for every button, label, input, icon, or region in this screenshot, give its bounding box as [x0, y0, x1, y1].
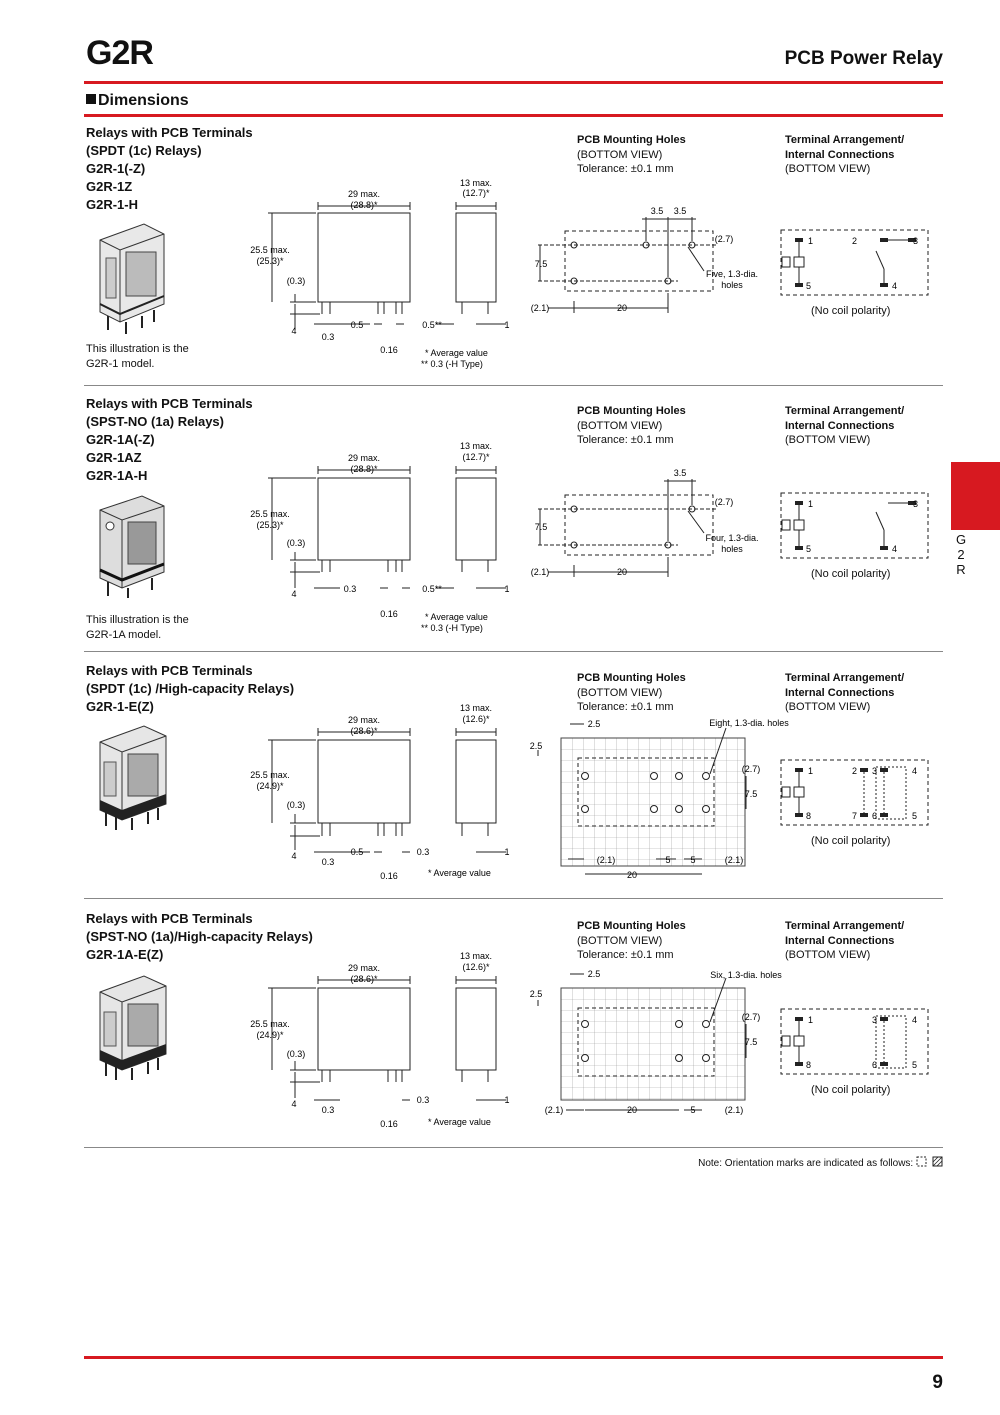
- pin-label: 1: [808, 1015, 814, 1025]
- side-tab-letter: G: [955, 532, 967, 547]
- dim-t3: 0.16: [380, 1119, 398, 1129]
- pcb-dim-p4: 7.5: [534, 259, 548, 269]
- dim-t6: 0.3: [416, 1095, 430, 1105]
- dim-t3: 0.16: [380, 871, 398, 881]
- pcb-grid-dim-2: 2.5: [529, 989, 543, 999]
- heading-line: (SPDT (1c) Relays): [86, 143, 202, 158]
- heading-line: G2R-1-H: [86, 197, 139, 212]
- pin-label: 1: [808, 236, 814, 246]
- side-tab-letter: R: [956, 562, 966, 577]
- heading-line: G2R-1Z: [86, 179, 133, 194]
- dim-height-avg: (24.9)*: [256, 1030, 284, 1040]
- pcb-heading-2: [577, 404, 686, 448]
- pin-label: 2: [852, 766, 858, 776]
- dim-height: 25.5 max.: [250, 245, 290, 255]
- pcb-heading-line: Tolerance: ±0.1 mm: [577, 701, 674, 713]
- pcb-dim-p5: (2.1): [530, 567, 550, 577]
- heading-line: G2R-1A(-Z): [86, 432, 155, 447]
- pcb-dim-p6: 20: [616, 303, 628, 313]
- dim-t2: 0.3: [321, 332, 335, 342]
- pcb-dim-p5: (2.1): [530, 303, 550, 313]
- pcb-dim-p8: 5: [690, 855, 696, 865]
- pcb-grid-dim-2: 2.5: [529, 741, 543, 751]
- square-bullet-icon: [86, 94, 96, 104]
- dim-t2: 0.3: [321, 857, 335, 867]
- dimension-drawing-3: [240, 700, 530, 885]
- heading-line: (SPST-NO (1a)/High-capacity Relays): [86, 929, 313, 944]
- pin-label: 3: [913, 236, 919, 246]
- dim-width-avg: (28.6)*: [350, 726, 378, 736]
- no-polarity-4: (No coil polarity): [811, 1084, 891, 1096]
- dim-average-note: * Average value: [425, 348, 488, 358]
- pcb-heading-line: (BOTTOM VIEW): [577, 934, 663, 947]
- dim-t4: 0.5**: [422, 584, 442, 594]
- dim-height-avg: (25.3)*: [256, 256, 284, 266]
- pcb-dim-p1: 3.5: [673, 468, 687, 478]
- pcb-grid-dim-1: 2.5: [587, 969, 601, 979]
- dimension-drawing-1: [240, 178, 530, 373]
- term-heading-4: [785, 919, 904, 963]
- relay-photo-3: [92, 720, 174, 832]
- pin-label: 6: [872, 811, 878, 821]
- pin-label: 1: [808, 766, 814, 776]
- pcb-dim-p7: 5: [690, 1105, 696, 1115]
- product-title: G2R: [86, 34, 153, 72]
- pcb-dim-p1: 3.5: [650, 206, 664, 216]
- pcb-hole-note: holes: [721, 544, 743, 554]
- pcb-hole-note: Four, 1.3-dia.: [705, 533, 759, 543]
- dim-width: 29 max.: [347, 715, 381, 725]
- pcb-heading-4: [577, 919, 686, 963]
- pcb-heading-line: PCB Mounting Holes: [577, 405, 686, 417]
- pcb-holes-1: [528, 203, 773, 318]
- term-heading-line: Internal Connections: [785, 934, 895, 947]
- dim-gap: (0.3): [286, 538, 306, 548]
- dim-t5: 1: [504, 584, 510, 594]
- dim-t3: 0.16: [380, 345, 398, 355]
- dim-average-note: * Average value: [428, 1117, 491, 1127]
- section-title: [86, 92, 189, 110]
- dim-gap: (0.3): [286, 800, 306, 810]
- pcb-hole-note: Five, 1.3-dia.: [705, 269, 759, 279]
- section-2-note: [86, 613, 189, 643]
- pcb-dim-p6: 20: [616, 567, 628, 577]
- dim-width: 29 max.: [347, 453, 381, 463]
- dim-depth-avg: (12.7)*: [462, 452, 490, 462]
- dim-t3: 0.16: [380, 609, 398, 619]
- note-line: This illustration is the: [86, 343, 189, 355]
- no-polarity-1: (No coil polarity): [811, 305, 891, 317]
- pcb-dim-p5: (2.1): [544, 1105, 564, 1115]
- dim-depth-avg: (12.7)*: [462, 188, 490, 198]
- dim-depth-avg: (12.6)*: [462, 714, 490, 724]
- dim-width-avg: (28.8)*: [350, 464, 378, 474]
- pcb-grid-3: [526, 716, 796, 884]
- side-tab-label: [953, 532, 969, 577]
- note-line: G2R-1A model.: [86, 629, 162, 641]
- pin-label: 1: [808, 499, 814, 509]
- term-heading-line: Internal Connections: [785, 148, 895, 161]
- pin-label: 4: [912, 1015, 918, 1025]
- page-number: 9: [932, 1372, 943, 1393]
- dim-average-note: * Average value: [428, 868, 491, 878]
- separator-4: [84, 1147, 943, 1148]
- pcb-grid-4: [526, 966, 796, 1121]
- note-line: G2R-1 model.: [86, 358, 155, 370]
- dim-width: 29 max.: [347, 963, 381, 973]
- term-heading-line: Internal Connections: [785, 419, 895, 432]
- dim-pin: 4: [291, 589, 297, 599]
- heading-line: G2R-1A-E(Z): [86, 947, 164, 962]
- section-title-text: Dimensions: [98, 92, 189, 109]
- dim-gap: (0.3): [286, 276, 306, 286]
- relay-photo-1: [92, 218, 172, 336]
- term-heading-line: Internal Connections: [785, 686, 895, 699]
- pcb-dim-p4: 7.5: [534, 522, 548, 532]
- dim-t1: 0.3: [343, 584, 357, 594]
- pcb-dim-p3: (2.7): [741, 1012, 761, 1022]
- side-tab-letter: 2: [957, 547, 965, 562]
- pcb-heading-line: (BOTTOM VIEW): [577, 419, 663, 432]
- orientation-mark-icon: [916, 1156, 944, 1167]
- separator-1: [84, 385, 943, 386]
- footnote-text: Note: Orientation marks are indicated as follows:: [698, 1158, 914, 1169]
- heading-line: (SPDT (1c) /High-capacity Relays): [86, 681, 295, 696]
- term-heading-line: (BOTTOM VIEW): [785, 949, 871, 961]
- pcb-dim-p9: (2.1): [724, 1105, 744, 1115]
- dim-t1: 0.5: [350, 320, 364, 330]
- pcb-dim-p4: 7.5: [744, 789, 758, 799]
- pcb-dim-p7: 5: [665, 855, 671, 865]
- heading-line: (SPST-NO (1a) Relays): [86, 414, 224, 429]
- pin-label: 3: [872, 766, 878, 776]
- dim-width: 29 max.: [347, 189, 381, 199]
- term-heading-line: Terminal Arrangement/: [785, 920, 905, 932]
- dim-depth: 13 max.: [459, 703, 493, 713]
- term-heading-line: Terminal Arrangement/: [785, 134, 905, 146]
- pcb-dim-p6: 20: [626, 1105, 638, 1115]
- pcb-hole-note: Six, 1.3-dia. holes: [710, 970, 782, 980]
- pcb-heading-line: PCB Mounting Holes: [577, 134, 686, 146]
- dim-h-type-note: ** 0.3 (-H Type): [421, 623, 483, 633]
- dim-pin: 4: [291, 1099, 297, 1109]
- term-heading-line: Terminal Arrangement/: [785, 672, 905, 684]
- footer-rule: [84, 1356, 943, 1359]
- dim-pin: 4: [291, 326, 297, 336]
- section-2-heading: [86, 395, 253, 485]
- term-heading-2: [785, 404, 904, 448]
- heading-line: G2R-1A-H: [86, 468, 148, 483]
- term-heading-1: [785, 133, 904, 177]
- pcb-dim-p4: 7.5: [744, 1037, 758, 1047]
- heading-line: Relays with PCB Terminals: [86, 663, 253, 678]
- section-rule: [84, 114, 943, 117]
- dim-depth: 13 max.: [459, 178, 493, 188]
- heading-line: G2R-1AZ: [86, 450, 142, 465]
- pcb-dim-p3: (2.7): [741, 764, 761, 774]
- dim-width-avg: (28.6)*: [350, 974, 378, 984]
- pin-label: 7: [852, 811, 858, 821]
- term-heading-3: [785, 671, 904, 715]
- pin-label: 2: [852, 236, 858, 246]
- dim-t2: 0.3: [321, 1105, 335, 1115]
- dim-height-avg: (25.3)*: [256, 520, 284, 530]
- pcb-hole-note: Eight, 1.3-dia. holes: [709, 718, 789, 728]
- dim-t6: 0.3: [416, 847, 430, 857]
- dimension-drawing-2: [240, 440, 530, 635]
- side-tab: [951, 462, 1000, 530]
- dim-t5: 1: [504, 847, 510, 857]
- heading-line: Relays with PCB Terminals: [86, 125, 253, 140]
- pcb-grid-dim-1: 2.5: [587, 719, 601, 729]
- relay-photo-2: [92, 490, 172, 600]
- dim-depth: 13 max.: [459, 951, 493, 961]
- terminal-diagram-2: [780, 492, 930, 562]
- pin-label: 4: [892, 281, 898, 291]
- dim-width-avg: (28.8)*: [350, 200, 378, 210]
- pcb-heading-1: [577, 133, 686, 177]
- section-1-note: [86, 342, 189, 372]
- dim-height-avg: (24.9)*: [256, 781, 284, 791]
- pcb-dim-p6: 20: [626, 870, 638, 880]
- pin-label: 3: [913, 499, 919, 509]
- pcb-dim-p3: (2.7): [714, 234, 734, 244]
- pin-label: 8: [806, 1060, 812, 1070]
- terminal-diagram-3: [780, 759, 930, 829]
- dim-height: 25.5 max.: [250, 509, 290, 519]
- no-polarity-3: (No coil polarity): [811, 835, 891, 847]
- dim-h-type-note: ** 0.3 (-H Type): [421, 359, 483, 369]
- pcb-hole-note: holes: [721, 280, 743, 290]
- dim-depth: 13 max.: [459, 441, 493, 451]
- relay-photo-4: [92, 970, 174, 1082]
- pcb-heading-3: [577, 671, 686, 715]
- heading-line: Relays with PCB Terminals: [86, 911, 253, 926]
- section-1-heading: [86, 124, 253, 214]
- pcb-heading-line: PCB Mounting Holes: [577, 920, 686, 932]
- pcb-dim-p3: (2.7): [714, 497, 734, 507]
- pin-label: 5: [912, 811, 918, 821]
- dimension-drawing-4: [240, 948, 530, 1133]
- pin-label: 4: [912, 766, 918, 776]
- pin-label: 3: [872, 1015, 878, 1025]
- pcb-heading-line: (BOTTOM VIEW): [577, 686, 663, 699]
- heading-line: G2R-1-E(Z): [86, 699, 154, 714]
- pcb-heading-line: (BOTTOM VIEW): [577, 148, 663, 161]
- dim-average-note: * Average value: [425, 612, 488, 622]
- no-polarity-2: (No coil polarity): [811, 568, 891, 580]
- term-heading-line: (BOTTOM VIEW): [785, 434, 871, 446]
- terminal-diagram-4: [780, 1008, 930, 1078]
- pcb-heading-line: Tolerance: ±0.1 mm: [577, 163, 674, 175]
- term-heading-line: (BOTTOM VIEW): [785, 163, 871, 175]
- pin-label: 5: [806, 544, 812, 554]
- pcb-dim-p5: (2.1): [596, 855, 616, 865]
- product-subtitle: PCB Power Relay: [784, 48, 943, 69]
- pcb-heading-line: Tolerance: ±0.1 mm: [577, 949, 674, 961]
- orientation-footnote: [698, 1156, 944, 1169]
- heading-line: G2R-1(-Z): [86, 161, 146, 176]
- dim-t1: 0.5: [350, 847, 364, 857]
- header-rule: [84, 81, 943, 84]
- heading-line: Relays with PCB Terminals: [86, 396, 253, 411]
- separator-3: [84, 898, 943, 899]
- term-heading-line: Terminal Arrangement/: [785, 405, 905, 417]
- pin-label: 8: [806, 811, 812, 821]
- term-heading-line: (BOTTOM VIEW): [785, 701, 871, 713]
- pcb-heading-line: Tolerance: ±0.1 mm: [577, 434, 674, 446]
- pin-label: 5: [912, 1060, 918, 1070]
- terminal-diagram-1: [780, 229, 930, 299]
- dim-height: 25.5 max.: [250, 770, 290, 780]
- dim-pin: 4: [291, 851, 297, 861]
- dim-height: 25.5 max.: [250, 1019, 290, 1029]
- dim-t5: 1: [504, 320, 510, 330]
- dim-t4: 0.5**: [422, 320, 442, 330]
- pcb-dim-p2: 3.5: [673, 206, 687, 216]
- note-line: This illustration is the: [86, 614, 189, 626]
- pcb-dim-p9: (2.1): [724, 855, 744, 865]
- dim-depth-avg: (12.6)*: [462, 962, 490, 972]
- pin-label: 5: [806, 281, 812, 291]
- pcb-heading-line: PCB Mounting Holes: [577, 672, 686, 684]
- pin-label: 4: [892, 544, 898, 554]
- pcb-holes-2: [528, 467, 773, 582]
- dim-gap: (0.3): [286, 1049, 306, 1059]
- pin-label: 6: [872, 1060, 878, 1070]
- dim-t5: 1: [504, 1095, 510, 1105]
- separator-2: [84, 651, 943, 652]
